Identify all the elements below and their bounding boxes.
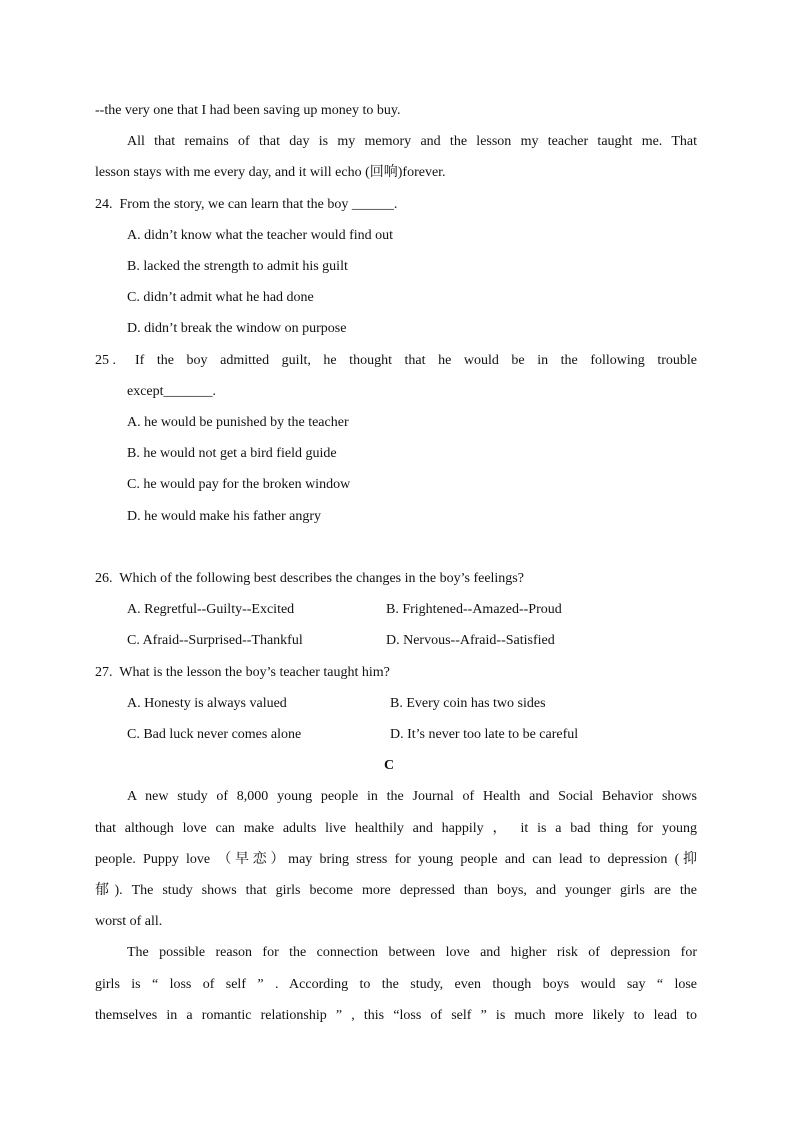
option: C. Bad luck never comes alone xyxy=(127,727,302,742)
question-stem: From the story, we can learn that the boy ______. xyxy=(119,197,398,212)
passage-line: The possible reason for the connection between love and higher risk of depression for xyxy=(127,945,697,960)
option: A. he would be punished by the teacher xyxy=(127,415,349,430)
option: C. didn’t admit what he had done xyxy=(127,290,314,305)
question-26 xyxy=(95,570,524,588)
option: B. he would not get a bird field guide xyxy=(127,446,337,461)
passage-line: themselves in a romantic relationship ” , this “loss of self ” is much more likely to lead to xyxy=(95,1008,697,1023)
passage-line: girls is “ loss of self ” . According to the study, even though boys would say “ lose xyxy=(95,977,697,992)
passage-line: that although love can make adults live healthily and happily ， it is a bad thing for young xyxy=(95,821,697,836)
question-stem: Which of the following best describes the changes in the boy’s feelings? xyxy=(119,571,524,586)
question-27 xyxy=(95,664,390,682)
option: C. he would pay for the broken window xyxy=(127,477,351,492)
question-stem: If the boy admitted guilt, he thought that he would be in the following trouble xyxy=(135,353,697,368)
question-24 xyxy=(95,196,397,214)
option: D. Nervous--Afraid--Satisfied xyxy=(386,633,555,648)
option: A. didn’t know what the teacher would find out xyxy=(127,228,394,243)
option: A. Honesty is always valued xyxy=(127,696,287,711)
option: B. Every coin has two sides xyxy=(390,696,546,711)
option: B. Frightened--Amazed--Proud xyxy=(386,602,562,617)
question-stem: except_______. xyxy=(127,384,217,399)
section-heading: C xyxy=(383,758,395,773)
question-25-number: 25 . xyxy=(95,353,116,368)
passage-line: lesson stays with me every day, and it will echo (回响)forever. xyxy=(95,165,446,180)
passage-line: A new study of 8,000 young people in the Journal of Health and Social Behavior shows xyxy=(127,789,697,804)
option: D. It’s never too late to be careful xyxy=(390,727,579,742)
option: D. didn’t break the window on purpose xyxy=(127,321,347,336)
question-number: 26. xyxy=(95,571,113,586)
passage-line: worst of all. xyxy=(95,914,163,929)
passage-line: 郁). The study shows that girls become more depressed than boys, and younger girls are the xyxy=(95,883,697,898)
question-number: 27. xyxy=(95,665,113,680)
option: B. lacked the strength to admit his guilt xyxy=(127,259,348,274)
passage-line: All that remains of that day is my memory and the lesson my teacher taught me. That xyxy=(127,134,697,149)
question-stem: What is the lesson the boy’s teacher taught him? xyxy=(119,665,390,680)
option: C. Afraid--Surprised--Thankful xyxy=(127,633,303,648)
question-number: 24. xyxy=(95,197,113,212)
passage-line: people. Puppy love （早恋）may bring stress for young people and can lead to depression (抑 xyxy=(95,852,697,867)
option: A. Regretful--Guilty--Excited xyxy=(127,602,295,617)
passage-line: --the very one that I had been saving up money to buy. xyxy=(95,103,401,118)
option: D. he would make his father angry xyxy=(127,509,321,524)
